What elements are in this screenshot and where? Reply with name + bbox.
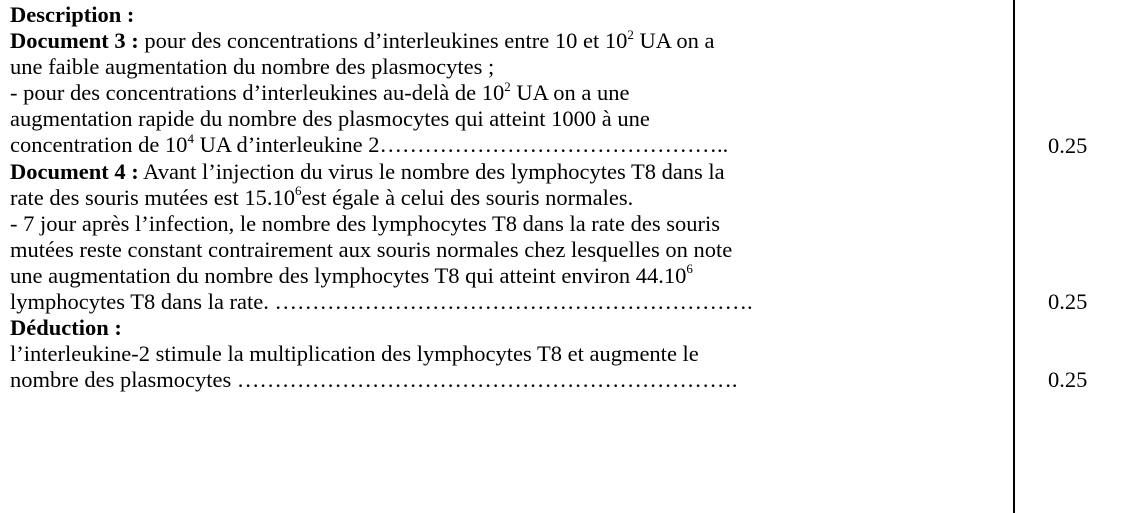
text-line: [10, 315, 1010, 341]
score-value: 0.25: [1048, 289, 1088, 315]
text-line: [10, 263, 1010, 289]
text-run: concentration de 10: [10, 132, 188, 158]
text-line: [10, 159, 1010, 185]
text-line: [10, 367, 1010, 393]
text-run: UA on a: [633, 28, 715, 54]
exponent: 2: [504, 78, 511, 94]
text-run: Avant l’injection du virus le nombre des lymphocytes T8 dans la: [138, 158, 725, 184]
column-divider: [1013, 0, 1015, 513]
section-heading: Document 3 :: [10, 28, 139, 54]
text-run: l’interleukine-2 stimule la multiplication des lymphocytes T8 et augmente le: [10, 341, 699, 367]
text-line: [10, 237, 1010, 263]
score-value: 0.25: [1048, 367, 1088, 393]
text-run: UA on a une: [510, 80, 630, 106]
exponent: 6: [686, 261, 693, 277]
text-run: UA d’interleukine 2………………………………………..: [193, 132, 729, 158]
text-line: [10, 2, 1010, 28]
score-value: 0.25: [1048, 132, 1088, 158]
text-run: une faible augmentation du nombre des plasmocytes ;: [10, 54, 495, 80]
text-line: [10, 132, 1010, 158]
section-heading: Document 4 :: [10, 158, 139, 184]
exponent: 4: [187, 130, 194, 146]
text-run: est égale à celui des souris normales.: [301, 184, 634, 210]
text-run: rate des souris mutées est 15.10: [10, 184, 295, 210]
text-run: une augmentation du nombre des lymphocytes T8 qui atteint environ 44.10: [10, 262, 687, 288]
text-line: [10, 54, 1010, 80]
text-run: mutées reste constant contrairement aux souris normales chez lesquelles on note: [10, 236, 733, 262]
description-column: [10, 2, 1010, 393]
text-run: augmentation rapide du nombre des plasmocytes qui atteint 1000 à une: [10, 106, 650, 132]
text-line: [10, 185, 1010, 211]
section-heading: Description :: [10, 2, 135, 27]
exponent: 6: [294, 183, 302, 199]
text-run: pour des concentrations d’interleukines entre 10 et 10: [138, 28, 628, 54]
text-line: [10, 106, 1010, 132]
text-run: nombre des plasmocytes ………………………………………………………….: [10, 367, 738, 393]
text-line: [10, 80, 1010, 106]
text-line: [10, 341, 1010, 367]
text-run: lymphocytes T8 dans la rate. ……………………………………………………….: [10, 289, 753, 315]
text-line: [10, 211, 1010, 237]
text-run: - 7 jour après l’infection, le nombre des lymphocytes T8 dans la rate des souris: [10, 210, 721, 236]
exponent: 2: [627, 26, 634, 42]
text-line: [10, 289, 1010, 315]
section-heading: Déduction :: [10, 315, 122, 341]
text-run: - pour des concentrations d’interleukines au-delà de 10: [10, 80, 505, 106]
text-line: [10, 28, 1010, 54]
